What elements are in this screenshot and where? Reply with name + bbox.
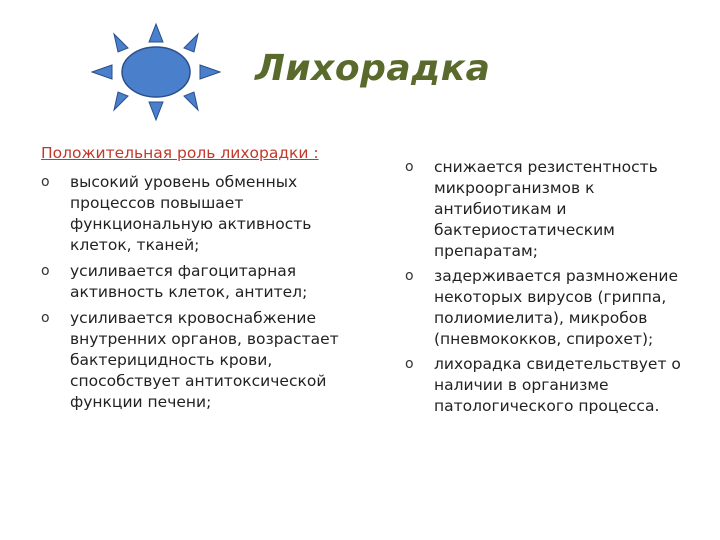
- list-item-text: усиливается кровоснабжение внутренних органов, возрастает бактерицидность крови, способствует антитоксической функции печени;: [70, 309, 339, 411]
- sun-ray: [184, 92, 198, 110]
- bullet-icon: o: [41, 174, 50, 190]
- sun-ray: [92, 65, 112, 79]
- list-item: [405, 266, 705, 350]
- list-item: [41, 172, 371, 256]
- list-item-text: высокий уровень обменных процессов повышает функциональную активность клеток, тканей;: [70, 173, 312, 254]
- sun-core: [122, 47, 190, 97]
- slide-title: Лихорадка: [255, 48, 491, 89]
- list-item: [41, 261, 371, 303]
- bullet-icon: o: [405, 159, 414, 175]
- sun-ray: [114, 34, 128, 52]
- bullet-icon: o: [405, 268, 414, 284]
- bullet-icon: o: [41, 263, 50, 279]
- list-item-text: задерживается размножение некоторых вирусов (гриппа, полиомиелита), микробов (пневмококков, спирохет);: [434, 267, 678, 348]
- list-item-text: снижается резистентность микроорганизмов к антибиотикам и бактериостатическим препаратам;: [434, 158, 658, 260]
- sun-ray: [114, 92, 128, 110]
- bullet-icon: o: [41, 310, 50, 326]
- left-column: [41, 143, 371, 418]
- sun-icon: [90, 22, 222, 122]
- sun-ray: [184, 34, 198, 52]
- right-column: [405, 157, 705, 421]
- list-item-text: усиливается фагоцитарная активность клеток, антител;: [70, 262, 308, 301]
- list-item: [405, 157, 705, 262]
- sun-ray: [149, 24, 163, 42]
- sun-ray: [149, 102, 163, 120]
- bullet-icon: o: [405, 356, 414, 372]
- section-heading: Положительная роль лихорадки :: [41, 144, 319, 162]
- sun-ray: [200, 65, 220, 79]
- list-item: [405, 354, 705, 417]
- list-item-text: лихорадка свидетельствует о наличии в организме патологического процесса.: [434, 355, 681, 415]
- list-item: [41, 308, 371, 413]
